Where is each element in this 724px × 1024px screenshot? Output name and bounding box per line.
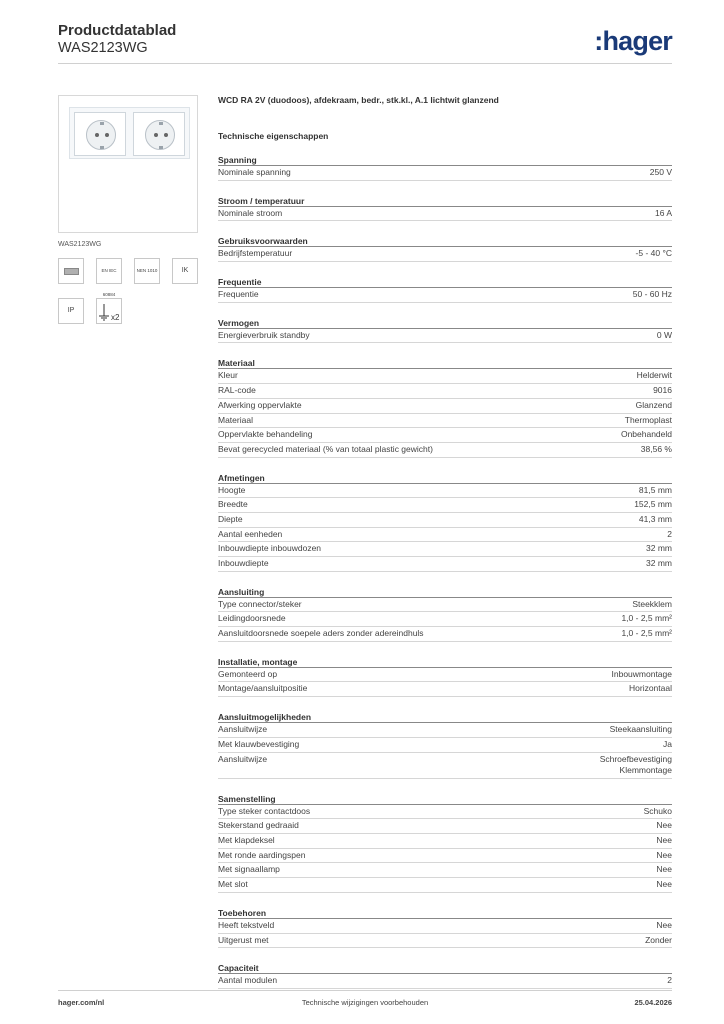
spec-label: Nominale spanning: [218, 167, 291, 177]
spec-row: [218, 484, 672, 499]
spec-section: [218, 656, 672, 697]
spec-value: Helderwit: [636, 370, 672, 381]
section-title: Vermogen: [218, 317, 672, 329]
section-title: Materiaal: [218, 357, 672, 369]
spec-row: [218, 414, 672, 429]
spec-value: 1,0 - 2,5 mm²: [621, 628, 672, 639]
spec-label: Kleur: [218, 370, 238, 381]
section-title: Capaciteit: [218, 962, 672, 974]
spec-value: Steekklem: [632, 598, 672, 609]
spec-row: [218, 384, 672, 399]
spec-value: 41,3 mm: [638, 513, 672, 524]
spec-label: Type connector/steker: [218, 598, 302, 609]
spec-row: [218, 557, 672, 572]
spec-row: [218, 528, 672, 543]
spec-label: Frequentie: [218, 289, 259, 300]
spec-label: Uitgerust met: [218, 934, 269, 945]
spec-label: Aansluitwijze: [218, 753, 268, 764]
specifications: [218, 95, 672, 989]
spec-label: Met ronde aardingspen: [218, 849, 306, 860]
spec-value: 1,0 - 2,5 mm²: [621, 613, 672, 624]
spec-section: [218, 154, 672, 181]
standard-iec-icon: EN IEC 60884: [96, 258, 122, 284]
spec-section: [218, 907, 672, 948]
spec-label: Met signaallamp: [218, 864, 280, 875]
spec-label: Aantal modulen: [218, 975, 278, 986]
certification-icons: [58, 258, 198, 330]
spec-label: Oppervlakte behandeling: [218, 429, 313, 440]
spec-value: 2: [667, 975, 672, 986]
spec-value: Steekaansluiting: [609, 724, 672, 735]
spec-label: Heeft tekstveld: [218, 919, 275, 930]
spec-value: Onbehandeld: [620, 429, 672, 440]
spec-value: 2: [667, 528, 672, 539]
spec-row: [218, 329, 672, 344]
spec-label: Gemonteerd op: [218, 668, 278, 679]
spec-value: Ja: [663, 738, 672, 749]
spec-row: [218, 723, 672, 738]
spec-value: Schroefbevestiging Klemmontage: [599, 753, 672, 775]
spec-label: Materiaal: [218, 414, 253, 425]
spec-row: [218, 513, 672, 528]
spec-value: 0 W: [656, 329, 672, 340]
spec-label: Bedrijfstemperatuur: [218, 248, 293, 259]
spec-row: [218, 668, 672, 683]
spec-section: [218, 586, 672, 642]
spec-row: [218, 805, 672, 820]
spec-label: Leidingdoorsnede: [218, 613, 286, 624]
spec-row: [218, 974, 672, 989]
spec-value: 152,5 mm: [634, 499, 672, 510]
section-title: Frequentie: [218, 276, 672, 288]
spec-label: RAL-code: [218, 385, 256, 396]
spec-value: Nee: [656, 849, 672, 860]
spec-label: Met klauwbevestiging: [218, 738, 300, 749]
ip-rating-icon: IP: [58, 298, 84, 324]
spec-row: [218, 542, 672, 557]
document-title: Productdatablad: [58, 22, 177, 39]
spec-row: [218, 934, 672, 949]
socket-plate: [69, 107, 190, 159]
spec-section: [218, 235, 672, 262]
impact-rating-icon: IK: [172, 258, 198, 284]
section-title: Toebehoren: [218, 907, 672, 919]
section-title: Afmetingen: [218, 472, 672, 484]
header-divider: [58, 63, 672, 64]
spec-value: 250 V: [649, 167, 672, 177]
spec-row: [218, 369, 672, 384]
product-image-label: WAS2123WG: [58, 241, 102, 248]
spec-row: [218, 247, 672, 262]
page-footer: [58, 998, 672, 1010]
spec-label: Aansluitwijze: [218, 724, 268, 735]
footer-date: 25.04.2026: [634, 998, 672, 1007]
spec-value: Thermoplast: [624, 414, 672, 425]
spec-value: Nee: [656, 879, 672, 890]
spec-label: Aansluitdoorsnede soepele aders zonder adereindhuls: [218, 628, 424, 639]
socket-right: [133, 112, 185, 156]
spec-value: 81,5 mm: [638, 484, 672, 495]
footer-website: hager.com/nl: [58, 998, 105, 1007]
socket-left: [74, 112, 126, 156]
spec-label: Inbouwdiepte inbouwdozen: [218, 543, 322, 554]
section-title: Samenstelling: [218, 793, 672, 805]
spec-value: Nee: [656, 919, 672, 930]
section-title: Spanning: [218, 154, 672, 166]
spec-value: 9016: [653, 385, 672, 396]
spec-value: Glanzend: [635, 399, 672, 410]
page-header: [58, 22, 672, 58]
spec-section: [218, 793, 672, 893]
earth-x2-icon: [96, 298, 122, 324]
spec-value: -5 - 40 °C: [635, 248, 672, 259]
spec-row: [218, 498, 672, 513]
spec-section: [218, 472, 672, 572]
footer-disclaimer: Technische wijzigingen voorbehouden: [301, 998, 429, 1007]
section-title: Installatie, montage: [218, 656, 672, 668]
spec-label: Energieverbruik standby: [218, 329, 310, 340]
spec-row: [218, 207, 672, 222]
spec-row: [218, 612, 672, 627]
spec-value: Inbouwmontage: [611, 668, 672, 679]
spec-section: [218, 195, 672, 222]
spec-section: [218, 357, 672, 457]
spec-label: Afwerking oppervlakte: [218, 399, 302, 410]
spec-row: [218, 627, 672, 642]
spec-label: Type steker contactdoos: [218, 805, 311, 816]
hager-logo: :hager: [594, 26, 672, 56]
section-title: Gebruiksvoorwaarden: [218, 235, 672, 247]
spec-label: Aantal eenheden: [218, 528, 283, 539]
spec-value: Schuko: [643, 805, 672, 816]
spec-section: [218, 962, 672, 989]
spec-row: [218, 753, 672, 779]
spec-sections: [218, 154, 672, 989]
spec-row: [218, 428, 672, 443]
socket-symbol-icon: [58, 258, 84, 284]
spec-value: 50 - 60 Hz: [632, 289, 672, 300]
spec-row: [218, 399, 672, 414]
spec-section: [218, 711, 672, 779]
spec-label: Inbouwdiepte: [218, 558, 269, 568]
spec-row: [218, 878, 672, 893]
tech-properties-title: Technische eigenschappen: [218, 131, 329, 141]
spec-row: [218, 834, 672, 849]
spec-label: Montage/aansluitpositie: [218, 683, 308, 694]
spec-row: [218, 166, 672, 181]
spec-row: [218, 819, 672, 834]
spec-section: [218, 276, 672, 303]
product-description: WCD RA 2V (duodoos), afdekraam, bedr., stk.kl., A.1 lichtwit glanzend: [218, 95, 499, 105]
spec-row: [218, 598, 672, 613]
spec-label: Bevat gerecycled materiaal (% van totaal plastic gewicht): [218, 443, 433, 454]
footer-divider: [58, 990, 672, 991]
product-image: [58, 95, 198, 233]
spec-label: Stekerstand gedraaid: [218, 820, 299, 831]
section-title: Aansluitmogelijkheden: [218, 711, 672, 723]
spec-label: Nominale stroom: [218, 207, 283, 218]
product-code: WAS2123WG: [58, 40, 148, 56]
spec-value: Nee: [656, 820, 672, 831]
spec-value: 38,56 %: [640, 443, 672, 454]
standard-nen-icon: NEN 1010: [134, 258, 160, 284]
spec-value: 16 A: [654, 207, 672, 218]
spec-value: Horizontaal: [629, 683, 672, 694]
product-panel: [58, 95, 198, 330]
x2-text: x2: [111, 313, 120, 322]
spec-row: [218, 288, 672, 303]
spec-label: Met klapdeksel: [218, 835, 275, 846]
spec-row: [218, 919, 672, 934]
section-title: Aansluiting: [218, 586, 672, 598]
section-title: Stroom / temperatuur: [218, 195, 672, 207]
spec-label: Met slot: [218, 879, 248, 890]
spec-value: Nee: [656, 864, 672, 875]
spec-label: Breedte: [218, 499, 248, 510]
spec-value: Nee: [656, 835, 672, 846]
spec-label: Hoogte: [218, 484, 246, 495]
spec-row: [218, 682, 672, 697]
spec-row: [218, 849, 672, 864]
spec-row: [218, 443, 672, 458]
spec-section: [218, 317, 672, 344]
logo-text: hager: [602, 26, 672, 56]
spec-label: Diepte: [218, 513, 243, 524]
spec-value: 32 mm: [646, 543, 672, 554]
spec-row: [218, 738, 672, 753]
spec-value: 32 mm: [646, 558, 672, 568]
spec-value: Zonder: [645, 934, 672, 945]
spec-row: [218, 863, 672, 878]
